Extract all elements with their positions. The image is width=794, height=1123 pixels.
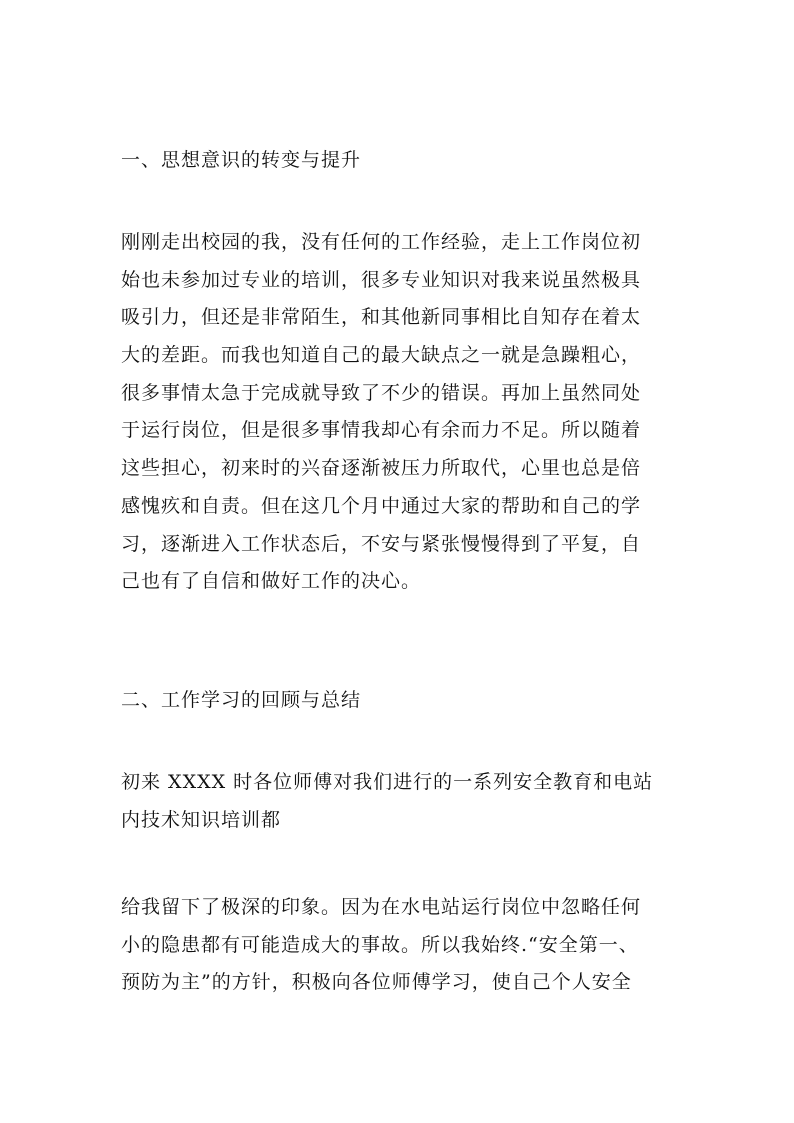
paragraph-line: 给我留下了极深的印象。因为在水电站运行岗位中忽略任何 (121, 896, 642, 918)
paragraph-line: 感愧疚和自责。但在这几个月中通过大家的帮助和自己的学 (121, 494, 642, 517)
paragraph-line: 这些担心，初来时的兴奋逐渐被压力所取代，心里也总是倍 (121, 457, 642, 480)
paragraph-line: 于运行岗位，但是很多事情我却心有余而力不足。所以随着 (121, 419, 642, 442)
paragraph-line: 始也未参加过专业的培训，很多专业知识对我来说虽然极具 (121, 268, 642, 291)
section-2-paragraph-2 (121, 889, 679, 1002)
paragraph-line: 大的差距。而我也知道自己的最大缺点之一就是急躁粗心， (121, 344, 642, 367)
paragraph-line: 很多事情太急于完成就导致了不少的错误。再加上虽然同处 (121, 381, 642, 404)
section-2-heading: 二、工作学习的回顾与总结 (121, 689, 362, 711)
paragraph-line: 内技术知识培训都 (121, 808, 282, 831)
paragraph-line: 初来 XXXX 时各位师傅对我们进行的一系列安全教育和电站 (121, 771, 654, 793)
section-1-paragraph (121, 224, 679, 601)
section-1-heading: 一、思想意识的转变与提升 (121, 149, 362, 171)
section-2-paragraph-1 (121, 764, 679, 839)
paragraph-line: 己也有了自信和做好工作的决心。 (121, 570, 422, 593)
paragraph-line: 预防为主”的方针，积极向各位师傅学习，使自己个人安全 (121, 971, 632, 994)
paragraph-line: 吸引力，但还是非常陌生，和其他新同事相比自知存在着太 (121, 306, 642, 329)
paragraph-line: 刚刚走出校园的我，没有任何的工作经验，走上工作岗位初 (121, 231, 642, 253)
paragraph-line: 小的隐患都有可能造成大的事故。所以我始终.“安全第一、 (121, 933, 639, 956)
paragraph-line: 习，逐渐进入工作状态后，不安与紧张慢慢得到了平复，自 (121, 532, 642, 555)
